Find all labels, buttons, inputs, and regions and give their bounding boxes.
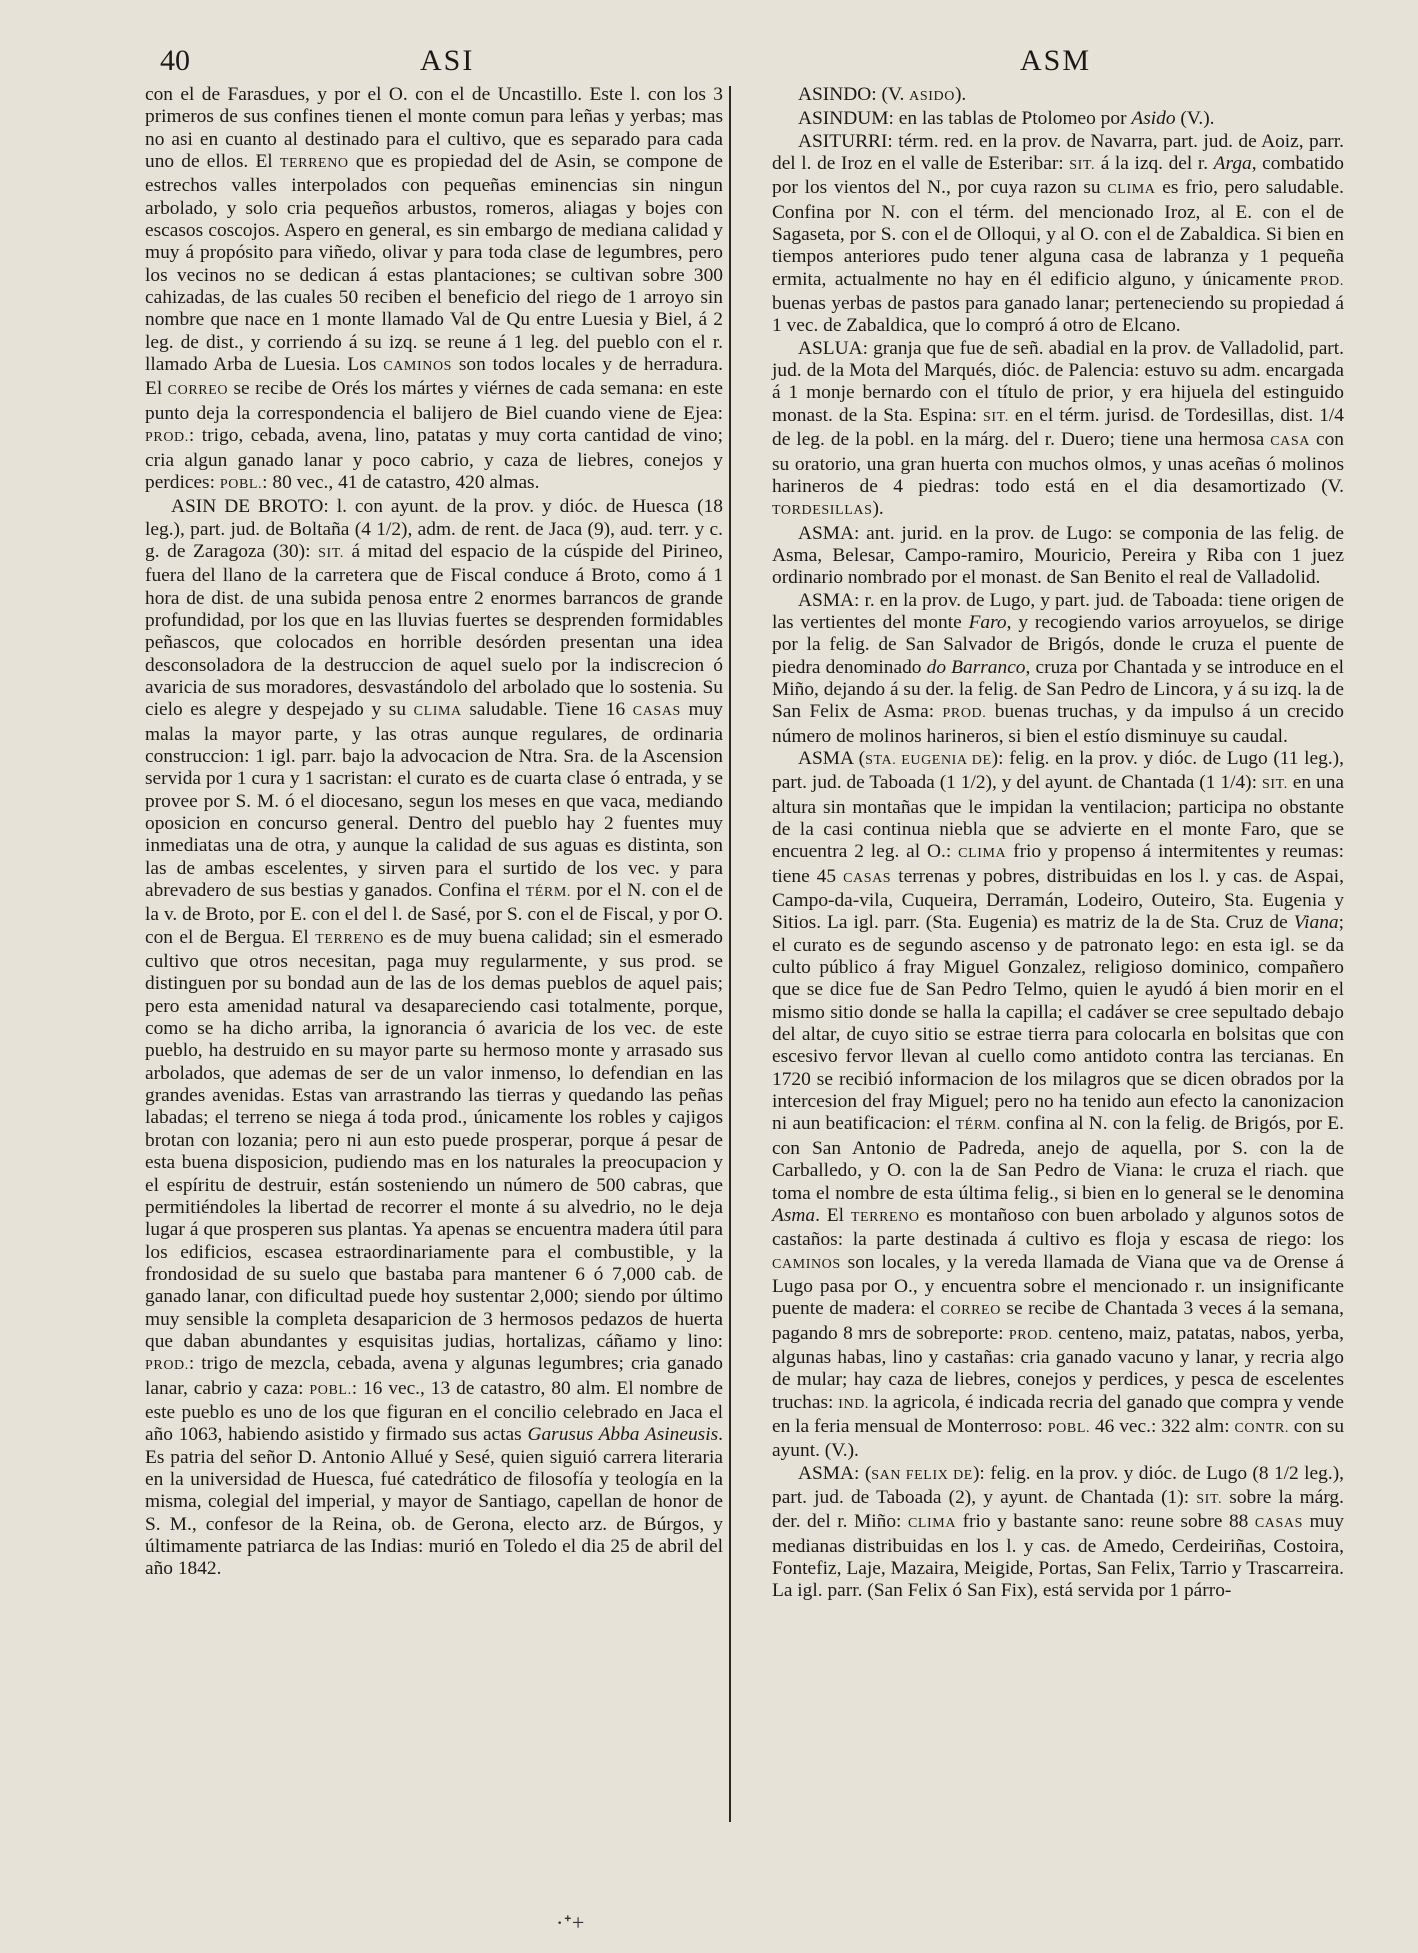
- left-running-head: ASI: [420, 44, 475, 77]
- entry-asiturri: ASITURRI: térm. red. en la prov. de Navarra, part. jud. de Aoiz, parr. del l. de Iroz en el valle de Esteribar: SIT. á la izq. del r. Arga, combatido por los vientos del N., por cuya razon su CLIMA es frio, pero saludable. Confina por N. con el térm. del mencionado Iroz, al E. con el de Sagaseta, por S. con el de Olloqui, y al O. con el de Zabaldica. Si bien en tiempos anteriores pudo tener alguna casa de labranza y 1 pequeña ermita, actualmente no hay en él edificio alguno, y únicamente PROD. buenas yerbas de pastos para ganado lanar; perteneciendo su propiedad á 1 vec. de Zabaldica, que lo compró á otro de Elcano.: [772, 130, 1344, 337]
- entry-asin-continued: con el de Farasdues, y por el O. con el de Uncastillo. Este l. con los 3 primeros de sus confines tienen el monte comun para leñas y yerbas; mas no asi en cuanto al destinado para el cultivo, que es separado para cada uno de ellos. El TERRENO que es propiedad del de Asin, se compone de estrechos valles interpolados con pequeñas eminencias sin ningun arbolado, y solo cria pequeños arbustos, romeros, aliagas y bojes con escasos coscojos. Aspero en general, es sin embargo de mediana calidad y muy á propósito para viñedo, olivar y para toda clase de legumbres, pero los vecinos no se dedican á estas plantaciones; se cultivan sobre 300 cahizadas, de las cuales 50 reciben el beneficio del riego de 1 arroyo sin nombre que nace en 1 monte llamado Val de Qu entre Luesia y Biel, á 2 leg. de dist., y corriendo á su izq. se reune á 1 leg. del pueblo con el r. llamado Arba de Luesia. Los CAMINOS son todos locales y de herradura. El CORREO se recibe de Orés los mártes y viérnes de cada semana: en este punto deja la correspondencia el balijero de Biel cuando viene de Ejea: PROD.: trigo, cebada, avena, lino, patatas y muy corta cantidad de vino; cria algun ganado lanar y poco cabrio, y caza de liebres, conejos y perdices: POBL.: 80 vec., 41 de catastro, 420 almas.: [145, 84, 724, 493]
- page-header: [130, 40, 1338, 84]
- entry-asma-san-felix: ASMA: (SAN FELIX DE): felig. en la prov. y dióc. de Lugo (8 1/2 leg.), part. jud. de Taboada (2), y ayunt. de Chantada (1): SIT. sobre la márg. der. del r. Miño: CLIMA frio y bastante sano: reune sobre 88 CASAS muy medianas distribuidas en los l. y cas. de Amedo, Cerdeiriñas, Costoira, Fontefiz, Laje, Mazaira, Meigide, Portas, San Felix, Tarrio y Trascarreira. La igl. parr. (San Felix ó San Fix), está servida por 1 párro-: [772, 1462, 1345, 1602]
- entry-asma-river: ASMA: r. en la prov. de Lugo, y part. jud. de Taboada: tiene origen de las vertientes del monte Faro, y recogiendo varios arroyuelos, se dirige por la felig. de San Salvador de Brigós, donde le cruza el puente de piedra denominado do Barranco, cruza por Chantada y se introduce en el Miño, dejando á su der. la felig. de San Pedro de Lincora, y á su izq. la de San Felix de Asma: PROD. buenas truchas, y da impulso á un crecido número de molinos harineros, si bien el estío disminuye su caudal.: [772, 589, 1344, 747]
- entry-asma-sta-eugenia: ASMA (STA. EUGENIA DE): felig. en la prov. y dióc. de Lugo (11 leg.), part. jud. de Taboada (1 1/2), y del ayunt. de Chantada (1 1/4): SIT. en una altura sin montañas que le impidan la ventilacion; participa no obstante de la casi continua niebla que se advierte en el monte Faro, que se encuentra 2 leg. al O.: CLIMA frio y propenso á intermitentes y reumas: tiene 45 CASAS terrenas y pobres, distribuidas en los l. y cas. de Aspai, Campo-da-vila, Cuqueira, Derramán, Lodeiro, Outeiro, Sta. Eugenia y Sitios. La igl. parr. (Sta. Eugenia) es matriz de la de Sta. Cruz de Viana; el curato es de segundo ascenso y de patronato lego: en esta igl. se da culto público á fray Miguel Gonzalez, religioso dominico, compañero que se dice fue de San Pedro Telmo, quien le ayudó á bien morir en el mismo sitio donde se halla la capilla; el cadáver se cree sepultado debajo del altar, de cuyo sitio se estrae tierra para colocarla en bolsitas que con escesivo fervor llevan al cuello como antidoto contra las tercianas. En 1720 se recibió informacion de los milagros que se dicen obrados por la intercesion del fray Miguel; pero no ha tenido aun efecto la canonizacion ni aun beatificacion: el TÉRM. confina al N. con la felig. de Brigós, por E. con San Antonio de Padreda, anejo de aquella, por S. con la de Carballedo, y O. con la de San Pedro de Viana: le cruza el riach. que toma el nombre de esta última felig., si bien en lo general se le denomina Asma. El TERRENO es montañoso con buen arbolado y algunos sotos de castaños: la parte destinada á cultivo es floja y escasa de riego: los CAMINOS son locales, y la vereda llamada de Viana que va de Orense á Lugo pasa por O., y encuentra sobre el mencionado r. un insignificante puente de madera: el CORREO se recibe de Chantada 3 veces á la semana, pagando 8 mrs de sobreporte: PROD. centeno, maiz, patatas, nabos, yerba, algunas habas, lino y castañas: cria ganado vacuno y lanar, y recria algo de mular; hay caza de liebres, conejos y perdices, y pesca de escelentes truchas: IND. la agricola, é indicada recria del ganado que compra y vende en la feria mensual de Monterroso: POBL. 46 vec.: 322 alm: CONTR. con su ayunt. (V.).: [772, 747, 1345, 1462]
- entry-aslua: ASLUA: granja que fue de señ. abadial en la prov. de Valladolid, part. jud. de la Mota del Marqués, dióc. de Palencia: estuvo su adm. encargada á 1 monje bernardo con el título de prior, y era hijuela del estinguido monast. de la Sta. Espina: SIT. en el térm. jurisd. de Tordesillas, dist. 1/4 de leg. de la pobl. en la márg. del r. Duero; tiene una hermosa CASA con su oratorio, una gran huerta con muchos olmos, y unas aceñas ó molinos harineros de 4 piedras: todo está en el dia desamortizado (V. TORDESILLAS).: [772, 337, 1344, 520]
- left-column: [145, 84, 723, 1581]
- printer-mark-cross-icon: ·ᐩ+: [556, 1910, 585, 1935]
- right-column: [772, 84, 1344, 1603]
- entry-asma-jurid: ASMA: ant. jurid. en la prov. de Lugo: se componia de las felig. de Asma, Belesar, Campo-ramiro, Mouricio, Pereira y Riba con 1 juez ordinario nombrado por el monast. de San Benito el real de Valladolid.: [772, 522, 1344, 589]
- column-divider: [729, 86, 731, 1822]
- right-running-head: ASM: [1020, 44, 1092, 77]
- entry-asindo: ASINDO: (V. ASIDO).: [798, 84, 967, 105]
- entry-asin-de-broto: ASIN DE BROTO: l. con ayunt. de la prov. y dióc. de Huesca (18 leg.), part. jud. de Boltaña (4 1/2), adm. de rent. de Jaca (9), aud. terr. y c. g. de Zaragoza (30): SIT. á mitad del espacio de la cúspide del Pirineo, fuera del llano de la carretera que de Fiscal conduce á Broto, como á 1 hora de dist. de una subida penosa entre 2 enormes barrancos de grande profundidad, por los que en las lluvias fuertes se desprenden formidables peñascos, que colocados en horrible desórden presentan una idea desconsoladora de la destruccion de aquel suelo por la indiscrecion ó avaricia de sus moradores, desvastándolo del arbolado que lo sostenia. Su cielo es alegre y despejado y su CLIMA saludable. Tiene 16 CASAS muy malas la mayor parte, y las otras aunque regulares, de ordinaria construccion: 1 igl. parr. bajo la advocacion de Ntra. Sra. de la Ascension servida por 1 cura y 1 sacristan: el curato es de cuarta clase ó entrada, y se provee por S. M. ó el diocesano, segun los meses en que vaca, mediando oposicion en concurso general. Dentro del pueblo hay 2 fuentes muy inmediatas una de otra, y aunque la calidad de sus aguas es distinta, son las de ambas escelentes, y sirven para el surtido de los vec. y para abrevadero de sus bestias y ganados. Confina el TÉRM. por el N. con el de la v. de Broto, por E. con el del l. de Sasé, por S. con el de Fiscal, y por O. con el de Bergua. El TERRENO es de muy buena calidad; sin el esmerado cultivo que otros necesitan, paga muy regularmente, y sus prod. se distinguen por su bondad aun de las de los demas pueblos de aquel pais; pero esta amenidad natural va desapareciendo casi totalmente, porque, como se ha dicho arriba, la ignorancia ó avaricia de los vec. de este pueblo, ha destruido en su mayor parte su hermoso monte y arrasado sus arbolados, que ademas de ser de un valor inmenso, lo defendian en las grandes avenidas. Estas van arrastrando las tierras y quedando las peñas labadas; el terreno se niega á toda prod., únicamente los robles y cajigos brotan con lozania; pero ni aun esto puede prosperar, porque á pesar de esta buena disposicion, pudiendo mas en los naturales la preocupacion y el espíritu de destruir, están sosteniendo un número de 500 cabras, que permitiéndoles la libertad de recorrer el monte á su alvedrio, no le deja lugar á que prosperen sus plantas. Ya apenas se encuentra madera útil para los edificios, escasea estraordinariamente para el combustible, y la frondosidad de su suelo que bastaba para mantener 6 ó 7,000 cab. de ganado lanar, con dificultad puede hoy sustentar 2,000; siendo por último muy sensible la completa desaparicion de 3 hermosos pedazos de huerta que daban abundantes y esquisitas judias, hortalizas, cáñamo y lino: PROD.: trigo de mezcla, cebada, avena y algunas legumbres; cria ganado lanar, cabrio y caza: POBL.: 16 vec., 13 de catastro, 80 alm. El nombre de este pueblo es uno de los que figuran en el concilio celebrado en Jaca el año 1063, habiendo asistido y firmado sus actas Garusus Abba Asineusis. Es patria del señor D. Antonio Allué y Sesé, quien siguió carrera literaria en la universidad de Huesca, fué catedrático de filosofía y teología en la misma, colegial del imperial, y mayor de Santiago, capellan de honor de S. M., confesor de la Reina, ob. de Gerona, electo arz. de Búrgos, y últimamente patriarca de las Indias: murió en Toledo el dia 25 de abril del año 1842.: [145, 496, 724, 1580]
- entry-asindum: ASINDUM: en las tablas de Ptolomeo por Asido (V.).: [798, 108, 1215, 130]
- page-number: 40: [160, 44, 190, 77]
